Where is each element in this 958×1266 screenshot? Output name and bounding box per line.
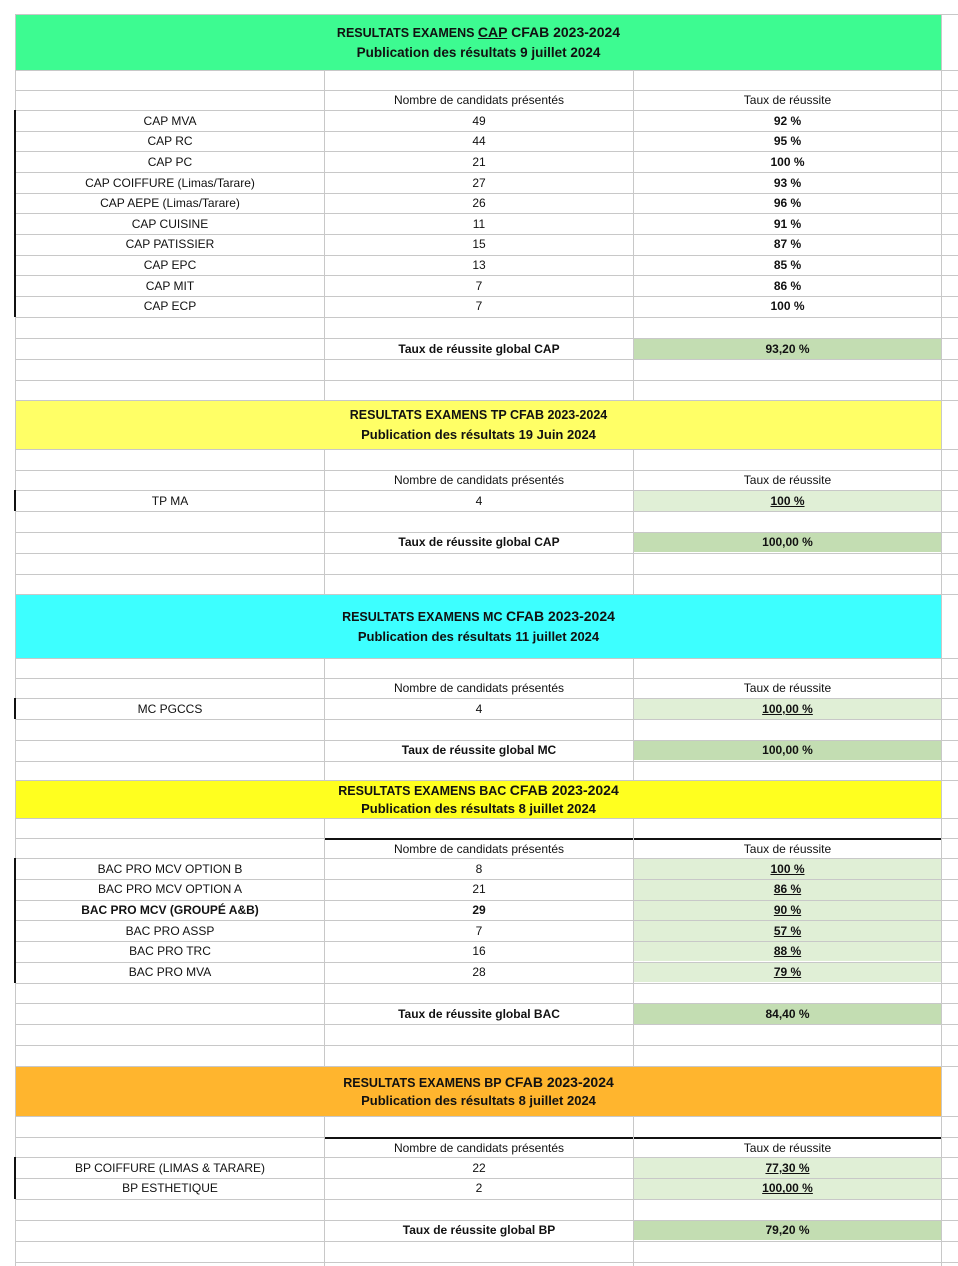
tp-total-value: 100,00 % — [762, 535, 813, 549]
bac-col-candidates: Nombre de candidats présentés — [393, 842, 565, 856]
bac-row-rate: 88 % — [773, 944, 802, 959]
tp-col-candidates: Nombre de candidats présentés — [393, 473, 565, 487]
bp-row-label: BP ESTHETIQUE — [122, 1181, 218, 1196]
cap-row-rate: 93 % — [773, 175, 802, 190]
bac-row-count: 29 — [472, 902, 486, 917]
bp-row-label: BP COIFFURE (LIMAS & TARARE) — [74, 1160, 266, 1175]
bp-total-label: Taux de réussite global BP — [402, 1223, 556, 1237]
grid-line — [633, 70, 634, 400]
grid-line — [15, 879, 958, 880]
cap-row-label: CAP ECP — [143, 299, 197, 314]
cap-row-label: CAP EPC — [143, 257, 197, 272]
cap-row-rate: 96 % — [773, 196, 802, 211]
mc-title-suffix: CFAB 2023-2024 — [505, 608, 615, 624]
grid-line — [15, 70, 958, 71]
tp-section-header — [16, 401, 941, 449]
grid-line — [15, 338, 958, 339]
bp-col-rate: Taux de réussite — [743, 1141, 832, 1155]
grid-line — [324, 449, 325, 594]
cap-row-label: CAP COIFFURE (Limas/Tarare) — [85, 175, 255, 190]
bp-col-candidates: Nombre de candidats présentés — [393, 1141, 565, 1155]
grid-line — [633, 1116, 634, 1266]
bac-row-label: BAC PRO ASSP — [125, 923, 215, 938]
grid-line — [15, 532, 958, 533]
grid-line — [15, 900, 958, 901]
bp-title-suffix: CFAB 2023-2024 — [504, 1073, 614, 1090]
cap-row-count: 15 — [472, 237, 486, 252]
bac-row-count: 28 — [472, 964, 486, 979]
mc-col-rate: Taux de réussite — [743, 681, 832, 695]
grid-line — [15, 594, 958, 595]
bp-row-count: 2 — [475, 1181, 483, 1196]
bac-row-label: BAC PRO TRC — [129, 944, 211, 959]
grid-line — [15, 1199, 958, 1200]
bp-section-header — [16, 1066, 941, 1116]
cap-row-rate: 92 % — [773, 113, 802, 128]
grid-line — [15, 1262, 958, 1263]
cap-col-candidates: Nombre de candidats présentés — [393, 93, 565, 107]
grid-line — [15, 380, 958, 381]
cap-row-count: 7 — [475, 299, 483, 314]
grid-line — [15, 275, 958, 276]
tp-row-rate: 100 % — [770, 493, 805, 508]
bac-title-prefix: RESULTATS EXAMENS BAC — [338, 784, 510, 798]
cap-row-rate: 95 % — [773, 134, 802, 149]
grid-line — [15, 574, 958, 575]
cap-total-label: Taux de réussite global CAP — [398, 342, 560, 356]
grid-line — [15, 1003, 958, 1004]
mc-subtitle: Publication des résultats 11 juillet 2024 — [357, 629, 600, 644]
grid-line — [15, 110, 958, 111]
grid-line — [15, 449, 958, 450]
grid-line — [15, 780, 958, 781]
grid-line — [15, 14, 958, 15]
cap-row-count: 26 — [472, 196, 486, 211]
grid-line — [15, 1066, 958, 1067]
cap-section-header — [16, 15, 941, 70]
grid-line — [324, 818, 325, 1066]
bac-row-rate: 79 % — [773, 964, 802, 979]
grid-line — [15, 296, 958, 297]
grid-line — [941, 14, 942, 1266]
grid-line — [15, 490, 958, 491]
cap-row-count: 27 — [472, 175, 486, 190]
grid-line — [15, 983, 958, 984]
tp-title-suffix: CFAB 2023-2024 — [509, 408, 608, 422]
bp-row-rate: 100,00 % — [762, 1181, 813, 1196]
grid-line — [15, 511, 958, 512]
grid-line — [14, 1157, 16, 1199]
bac-row-count: 8 — [475, 861, 483, 876]
grid-line — [15, 1220, 958, 1221]
grid-line — [15, 359, 958, 360]
grid-line — [14, 698, 16, 719]
mc-title-prefix: RESULTATS EXAMENS MC — [342, 610, 506, 624]
bac-row-rate: 86 % — [773, 882, 802, 897]
bp-title-prefix: RESULTATS EXAMENS BP — [343, 1075, 505, 1090]
grid-line — [15, 858, 958, 859]
cap-col-rate: Taux de réussite — [743, 93, 832, 107]
tp-row-label: TP MA — [151, 493, 189, 508]
grid-line — [15, 740, 958, 741]
cap-row-label: CAP PATISSIER — [125, 237, 215, 252]
grid-line — [633, 658, 634, 780]
mc-section-header — [16, 595, 941, 658]
bac-row-rate: 57 % — [773, 923, 802, 938]
cap-row-label: CAP CUISINE — [131, 216, 209, 231]
bp-row-count: 22 — [472, 1160, 486, 1175]
cap-row-rate: 86 % — [773, 278, 802, 293]
cap-subtitle: Publication des résultats 9 juillet 2024 — [356, 45, 601, 60]
grid-line — [324, 658, 325, 780]
bac-row-rate: 90 % — [773, 902, 802, 917]
grid-line — [15, 131, 958, 132]
grid-line — [15, 962, 958, 963]
grid-line — [14, 490, 16, 511]
mc-row-count: 4 — [475, 701, 483, 716]
tp-total-label: Taux de réussite global CAP — [398, 535, 560, 549]
cap-row-label: CAP MIT — [145, 278, 195, 293]
cap-row-rate: 87 % — [773, 237, 802, 252]
bac-title-suffix: CFAB 2023-2024 — [509, 782, 619, 798]
grid-line — [15, 553, 958, 554]
grid-line — [15, 1045, 958, 1046]
bac-section-header — [16, 781, 941, 818]
bac-row-count: 16 — [472, 944, 486, 959]
tp-row-count: 4 — [475, 493, 483, 508]
mc-row-label: MC PGCCS — [137, 701, 203, 716]
cap-row-label: CAP PC — [147, 154, 193, 169]
bac-total-value: 84,40 % — [765, 1007, 810, 1021]
bac-row-label: BAC PRO MVA — [128, 964, 212, 979]
grid-line — [15, 818, 958, 819]
mc-col-candidates: Nombre de candidats présentés — [393, 681, 565, 695]
grid-line — [15, 719, 958, 720]
cap-total-value: 93,20 % — [765, 342, 810, 356]
cap-row-count: 21 — [472, 154, 486, 169]
cap-row-count: 7 — [475, 278, 483, 293]
grid-line — [15, 90, 958, 91]
grid-line — [15, 678, 958, 679]
cap-row-count: 13 — [472, 257, 486, 272]
cap-row-label: CAP AEPE (Limas/Tarare) — [100, 196, 240, 211]
grid-line — [15, 1157, 958, 1158]
bac-row-count: 7 — [475, 923, 483, 938]
grid-line — [14, 110, 16, 317]
grid-line — [14, 858, 16, 983]
cap-title-suffix: CFAB 2023-2024 — [507, 24, 621, 40]
tp-col-rate: Taux de réussite — [743, 473, 832, 487]
bac-row-count: 21 — [472, 882, 486, 897]
bac-subtitle: Publication des résultats 8 juillet 2024 — [361, 801, 596, 816]
grid-line — [324, 70, 325, 400]
cap-row-rate: 100 % — [770, 154, 805, 169]
grid-line — [15, 698, 958, 699]
grid-line — [15, 172, 958, 173]
grid-line — [633, 818, 634, 1066]
grid-line — [15, 213, 958, 214]
grid-line — [15, 255, 958, 256]
cap-row-rate: 85 % — [773, 257, 802, 272]
cap-title-prefix: RESULTATS EXAMENS — [336, 26, 478, 40]
cap-title-highlight: CAP — [477, 24, 508, 40]
grid-line — [15, 193, 958, 194]
grid-line — [15, 470, 958, 471]
grid-line — [15, 151, 958, 152]
tp-subtitle: Publication des résultats 19 Juin 2024 — [361, 427, 596, 442]
cap-row-label: CAP RC — [147, 134, 193, 149]
grid-line — [633, 449, 634, 594]
bp-subtitle: Publication des résultats 8 juillet 2024 — [361, 1092, 596, 1108]
mc-row-rate: 100,00 % — [762, 701, 813, 716]
grid-line — [15, 1178, 958, 1179]
mc-total-label: Taux de réussite global MC — [401, 743, 557, 757]
cap-row-count: 44 — [472, 134, 486, 149]
grid-line — [15, 1024, 958, 1025]
bp-total-value: 79,20 % — [765, 1223, 810, 1237]
cap-row-rate: 100 % — [770, 299, 805, 314]
cap-row-count: 49 — [472, 113, 486, 128]
grid-line — [15, 1241, 958, 1242]
bac-row-label: BAC PRO MCV OPTION A — [97, 882, 243, 897]
bac-row-label: BAC PRO MCV (GROUPÉ A&B) — [81, 902, 259, 917]
grid-line — [15, 317, 958, 318]
grid-line — [15, 920, 958, 921]
grid-line — [15, 761, 958, 762]
tp-title-prefix: RESULTATS EXAMENS TP — [349, 408, 510, 422]
grid-line — [15, 1116, 958, 1117]
bac-row-label: BAC PRO MCV OPTION B — [97, 861, 243, 876]
bp-row-rate: 77,30 % — [765, 1160, 810, 1175]
bac-row-rate: 100 % — [770, 861, 805, 876]
grid-line — [324, 1116, 325, 1266]
cap-row-count: 11 — [472, 216, 486, 231]
grid-line — [15, 400, 958, 401]
grid-line — [15, 658, 958, 659]
bac-col-rate: Taux de réussite — [743, 842, 832, 856]
cap-row-label: CAP MVA — [143, 113, 197, 128]
grid-line — [15, 234, 958, 235]
bac-total-label: Taux de réussite global BAC — [398, 1007, 560, 1021]
cap-row-rate: 91 % — [773, 216, 802, 231]
grid-line — [15, 941, 958, 942]
mc-total-value: 100,00 % — [762, 743, 813, 757]
